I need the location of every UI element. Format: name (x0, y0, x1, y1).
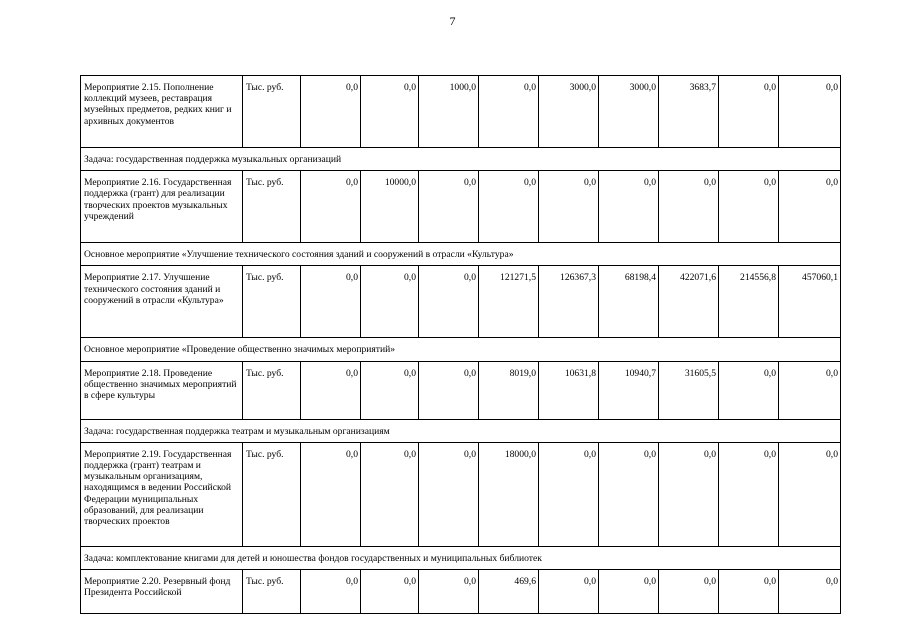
value-cell: 0,0 (419, 442, 479, 546)
value-cell: 0,0 (301, 570, 361, 614)
value-cell: 0,0 (479, 171, 539, 243)
value-cell: 0,0 (301, 266, 361, 338)
value-cell: 0,0 (779, 442, 841, 546)
value-cell: 0,0 (659, 570, 719, 614)
value-cell: 0,0 (361, 442, 419, 546)
measure-name-cell: Мероприятие 2.15. Пополнение коллекций музеев, реставрация музейных предметов, редких книг и архивных документов (81, 76, 243, 148)
value-cell: 0,0 (301, 76, 361, 148)
table-row (81, 171, 841, 243)
value-cell: 3683,7 (659, 76, 719, 148)
section-row (81, 338, 841, 361)
value-cell: 3000,0 (539, 76, 599, 148)
value-cell: 68198,4 (599, 266, 659, 338)
value-cell: 0,0 (479, 76, 539, 148)
value-cell: 469,6 (479, 570, 539, 614)
measure-name-cell: Мероприятие 2.18. Проведение общественно значимых мероприятий в сфере культуры (81, 361, 243, 419)
value-cell: 0,0 (599, 442, 659, 546)
value-cell: 0,0 (779, 171, 841, 243)
value-cell: 10000,0 (361, 171, 419, 243)
section-row (81, 148, 841, 171)
value-cell: 0,0 (599, 171, 659, 243)
measure-name-cell: Мероприятие 2.19. Государственная поддержка (грант) театрам и музыкальным организациям, находящимся в ведении Российской Федерации муниципальных образований, для реализации творческих проектов (81, 442, 243, 546)
value-cell: 8019,0 (479, 361, 539, 419)
measure-name-cell: Мероприятие 2.17. Улучшение технического состояния зданий и сооружений в отрасли «Культура» (81, 266, 243, 338)
section-title: Задача: комплектование книгами для детей и юношества фондов государственных и муниципальных библиотек (81, 546, 841, 569)
value-cell: 0,0 (361, 76, 419, 148)
section-row (81, 546, 841, 569)
table-body (81, 76, 841, 614)
value-cell: 214556,8 (719, 266, 779, 338)
table-row (81, 266, 841, 338)
measure-name-cell: Мероприятие 2.20. Резервный фонд Президента Российской (81, 570, 243, 614)
value-cell: 0,0 (659, 171, 719, 243)
unit-cell: Тыс. руб. (243, 171, 301, 243)
value-cell: 0,0 (599, 570, 659, 614)
value-cell: 0,0 (719, 76, 779, 148)
value-cell: 121271,5 (479, 266, 539, 338)
table-row (81, 361, 841, 419)
value-cell: 126367,3 (539, 266, 599, 338)
section-title: Задача: государственная поддержка музыкальных организаций (81, 148, 841, 171)
value-cell: 0,0 (779, 76, 841, 148)
budget-table (80, 75, 841, 614)
value-cell: 0,0 (719, 570, 779, 614)
unit-cell: Тыс. руб. (243, 361, 301, 419)
value-cell: 10631,8 (539, 361, 599, 419)
value-cell: 0,0 (779, 570, 841, 614)
value-cell: 18000,0 (479, 442, 539, 546)
value-cell: 0,0 (539, 570, 599, 614)
table-row (81, 76, 841, 148)
value-cell: 0,0 (659, 442, 719, 546)
section-row (81, 419, 841, 442)
value-cell: 1000,0 (419, 76, 479, 148)
table-row (81, 442, 841, 546)
section-title: Основное мероприятие «Улучшение технического состояния зданий и сооружений в отрасли «Культура» (81, 243, 841, 266)
value-cell: 0,0 (419, 266, 479, 338)
value-cell: 0,0 (719, 442, 779, 546)
value-cell: 10940,7 (599, 361, 659, 419)
measure-name-cell: Мероприятие 2.16. Государственная поддержка (грант) для реализации творческих проектов музыкальных учреждений (81, 171, 243, 243)
value-cell: 0,0 (539, 442, 599, 546)
value-cell: 0,0 (779, 361, 841, 419)
table-row (81, 570, 841, 614)
value-cell: 0,0 (301, 171, 361, 243)
unit-cell: Тыс. руб. (243, 570, 301, 614)
unit-cell: Тыс. руб. (243, 76, 301, 148)
section-title: Основное мероприятие «Проведение общественно значимых мероприятий» (81, 338, 841, 361)
unit-cell: Тыс. руб. (243, 266, 301, 338)
page-number: 7 (449, 14, 456, 28)
value-cell: 0,0 (419, 570, 479, 614)
section-row (81, 243, 841, 266)
value-cell: 0,0 (361, 361, 419, 419)
value-cell: 0,0 (361, 266, 419, 338)
value-cell: 0,0 (719, 171, 779, 243)
value-cell: 31605,5 (659, 361, 719, 419)
value-cell: 457060,1 (779, 266, 841, 338)
section-title: Задача: государственная поддержка театрам и музыкальным организациям (81, 419, 841, 442)
unit-cell: Тыс. руб. (243, 442, 301, 546)
value-cell: 0,0 (419, 171, 479, 243)
value-cell: 3000,0 (599, 76, 659, 148)
value-cell: 0,0 (539, 171, 599, 243)
value-cell: 0,0 (419, 361, 479, 419)
value-cell: 0,0 (719, 361, 779, 419)
value-cell: 0,0 (361, 570, 419, 614)
value-cell: 0,0 (301, 361, 361, 419)
value-cell: 0,0 (301, 442, 361, 546)
value-cell: 422071,6 (659, 266, 719, 338)
